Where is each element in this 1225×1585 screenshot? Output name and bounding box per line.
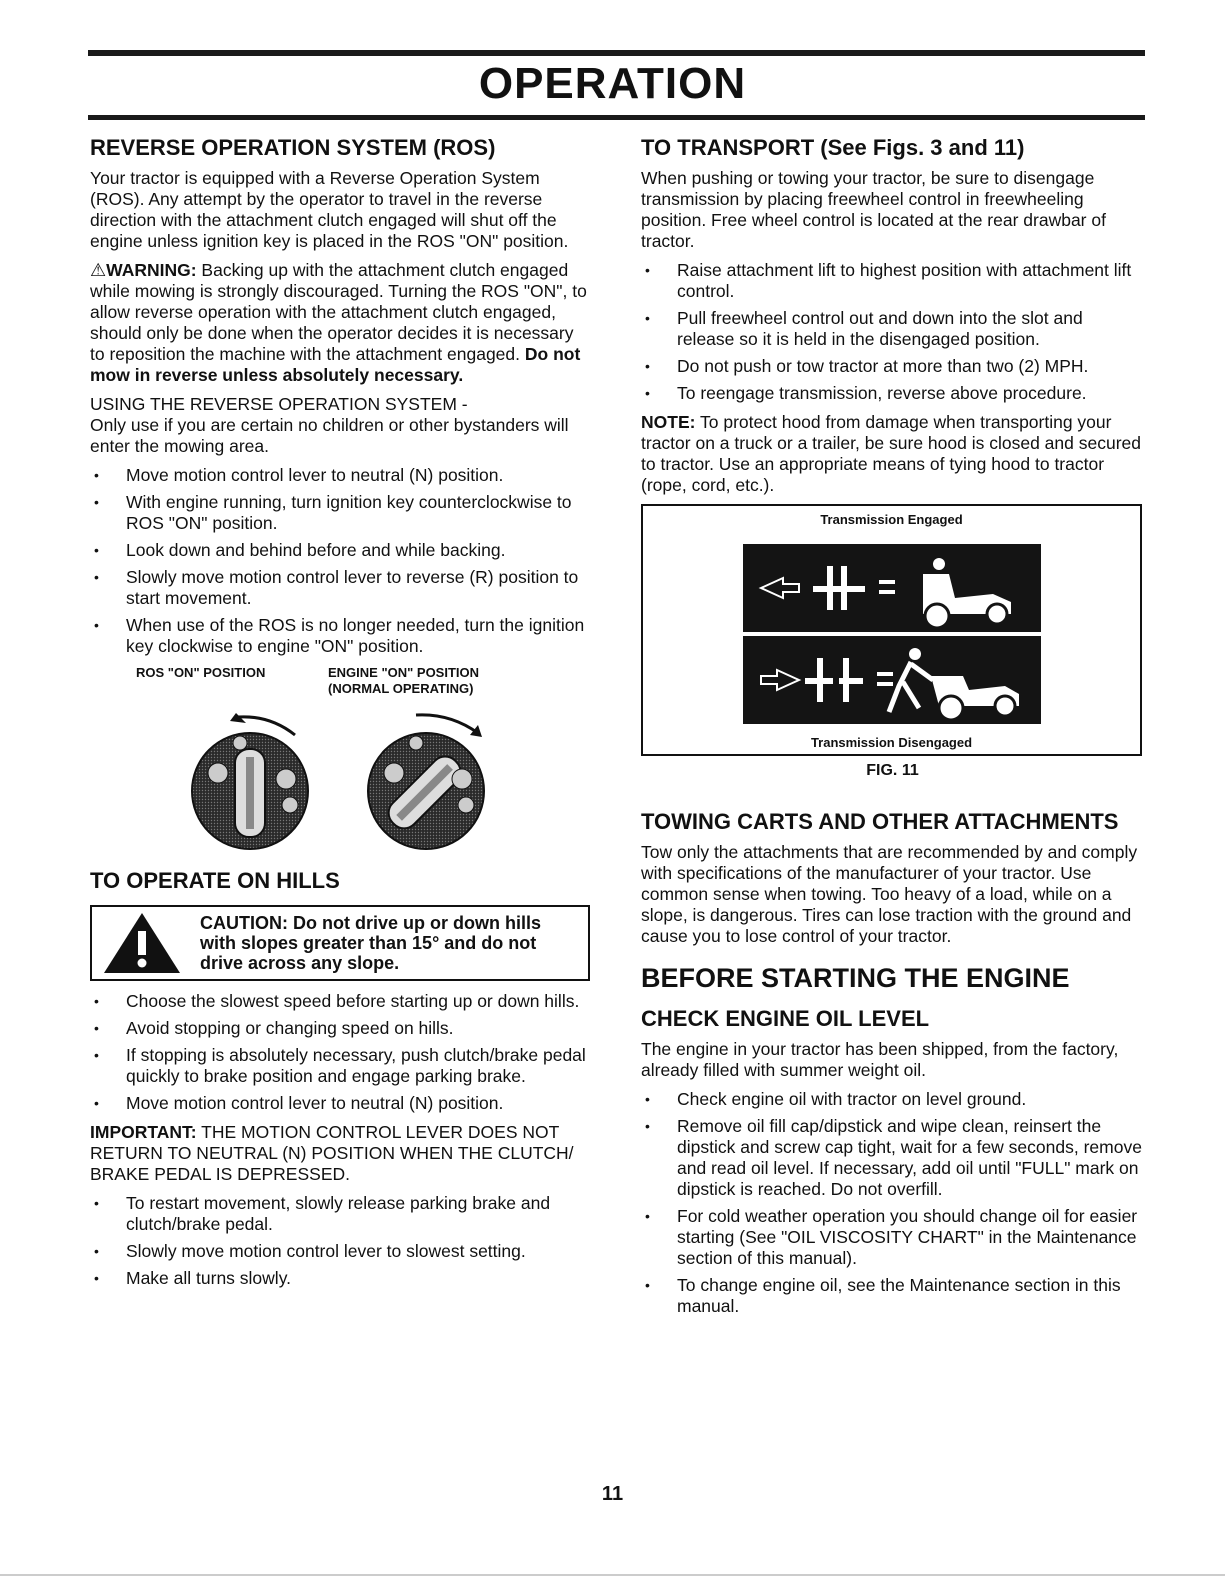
ros-heading: REVERSE OPERATION SYSTEM (ROS) [90, 135, 496, 160]
ignition-dials-figure [90, 705, 590, 865]
right-column [641, 134, 1144, 1325]
fig-11-box [641, 504, 1142, 756]
check-oil-intro: The engine in your tractor has been shipped, from the factory, already filled with summer weight oil. [641, 1039, 1119, 1080]
fig-label-disengaged: Transmission Disengaged [810, 735, 973, 750]
list-item: • Pull freewheel control out and down into the slot and release so it is held in the disengaged position. [641, 308, 1144, 350]
list-item: • Remove oil fill cap/dipstick and wipe clean, reinsert the dipstick and screw cap tight, wait for a few seconds, remove and read oil level. If necessary, add oil until "FULL" mark on dipstick is reached. Do not overfill. [641, 1116, 1144, 1200]
using-ros-intro: Only use if you are certain no children or other bystanders will enter the mowing area. [90, 415, 569, 456]
hills-steps-list [90, 991, 590, 1114]
transmission-engaged-icon [743, 544, 1041, 632]
header-rule-bottom [88, 115, 1145, 120]
hills-steps-list-2 [90, 1193, 590, 1289]
before-starting-heading: BEFORE STARTING THE ENGINE [641, 963, 1070, 993]
bottom-rule [0, 1574, 1225, 1576]
list-item: • Avoid stopping or changing speed on hills. [90, 1018, 590, 1039]
list-item: • Choose the slowest speed before starting up or down hills. [90, 991, 590, 1012]
dial-label-engine-on [328, 665, 479, 697]
caution-text: CAUTION: Do not drive up or down hills with slopes greater than 15° and do not drive across any slope. [200, 913, 541, 973]
list-item: • When use of the ROS is no longer needed, turn the ignition key clockwise to engine "ON" position. [90, 615, 590, 657]
caution-box [90, 905, 590, 981]
ros-warning [90, 260, 590, 386]
page-number: 11 [601, 1483, 624, 1505]
dial-label-engine-on-line1: ENGINE "ON" POSITION [328, 665, 480, 680]
ros-intro: Your tractor is equipped with a Reverse Operation System (ROS). Any attempt by the operator to travel in the reverse direction with the attachment clutch engaged will shut off the engine unless ignition key is placed in the ROS "ON" position. [90, 168, 569, 251]
transmission-engaged-panel [743, 544, 1041, 632]
fig-label-engaged: Transmission Engaged [820, 512, 963, 527]
using-ros-heading: USING THE REVERSE OPERATION SYSTEM - [90, 394, 468, 414]
list-item: • With engine running, turn ignition key counterclockwise to ROS "ON" position. [90, 492, 590, 534]
important-note [90, 1122, 590, 1185]
ros-steps-list [90, 465, 590, 657]
transport-heading: TO TRANSPORT (See Figs. 3 and 11) [641, 135, 1025, 160]
list-item: • Raise attachment lift to highest position with attachment lift control. [641, 260, 1144, 302]
ignition-dials-illustration [90, 705, 590, 865]
note-label: NOTE: [641, 412, 696, 432]
page-title: OPERATION [478, 59, 747, 108]
check-oil-heading: CHECK ENGINE OIL LEVEL [641, 1006, 930, 1031]
dial-label-ros-on: ROS "ON" POSITION [136, 665, 266, 680]
list-item: • Check engine oil with tractor on level ground. [641, 1089, 1144, 1110]
note-text: To protect hood from damage when transporting your tractor on a truck or a trailer, be sure hood is closed and secured to tractor. Use an appropriate means of tying hood to tractor (rope, cord, etc.). [641, 412, 1141, 495]
warning-text: Backing up with the attachment clutch engaged while mowing is strongly discouraged. Turning the ROS "ON", to allow reverse operation with the attachment clutch engaged, should only be done when the operator decides it is necessary to reposition the machine with the attachment engaged. [90, 260, 587, 364]
list-item: • Slowly move motion control lever to reverse (R) position to start movement. [90, 567, 590, 609]
header-rule-top [88, 50, 1145, 56]
list-item: • Slowly move motion control lever to slowest setting. [90, 1241, 590, 1262]
list-item: • To restart movement, slowly release parking brake and clutch/brake pedal. [90, 1193, 590, 1235]
check-oil-steps-list [641, 1089, 1144, 1317]
warning-bold-text: Do not mow in reverse unless absolutely necessary. [90, 344, 581, 385]
warning-triangle-icon: ⚠ [90, 260, 107, 280]
list-item: • To reengage transmission, reverse above procedure. [641, 383, 1144, 404]
hills-heading: TO OPERATE ON HILLS [90, 868, 340, 893]
fig-11-caption: FIG. 11 [866, 762, 919, 779]
list-item: • Do not push or tow tractor at more than two (2) MPH. [641, 356, 1144, 377]
transmission-disengaged-panel [743, 636, 1041, 724]
left-column [90, 134, 590, 1297]
list-item: • Look down and behind before and while backing. [90, 540, 590, 561]
towing-heading: TOWING CARTS AND OTHER ATTACHMENTS [641, 809, 1119, 834]
list-item: • To change engine oil, see the Maintenance section in this manual. [641, 1275, 1144, 1317]
towing-text: Tow only the attachments that are recommended by and comply with specifications of the manufacturer of your tractor. Use common sense when towing. Too heavy of a load, while on a slope, is dangerous. Tires can lose traction with the ground and cause you to lose control of your tractor. [641, 842, 1138, 946]
important-text: THE MOTION CONTROL LEVER DOES NOT RETURN TO NEUTRAL (N) POSITION WHEN THE CLUTCH/ BRAKE PEDAL IS DEPRESSED. [90, 1122, 574, 1184]
engine-on-dial-icon [368, 715, 484, 849]
list-item: • Move motion control lever to neutral (N) position. [90, 465, 590, 486]
dial-label-engine-on-line2: (NORMAL OPERATING) [328, 681, 474, 696]
transport-intro: When pushing or towing your tractor, be sure to disengage transmission by placing freewheel control in freewheeling position. Free wheel control is located at the rear drawbar of tractor. [641, 168, 1106, 251]
important-label: IMPORTANT: [90, 1122, 197, 1142]
list-item: • Move motion control lever to neutral (N) position. [90, 1093, 590, 1114]
transport-note [641, 412, 1144, 496]
transmission-disengaged-icon [743, 636, 1041, 724]
ros-on-dial-icon [192, 713, 308, 849]
list-item: • For cold weather operation you should change oil for easier starting (See "OIL VISCOSITY CHART" in the Maintenance section of this manual). [641, 1206, 1144, 1269]
list-item: • Make all turns slowly. [90, 1268, 590, 1289]
transport-steps-list [641, 260, 1144, 404]
dial-labels [90, 665, 590, 705]
list-item: • If stopping is absolutely necessary, push clutch/brake pedal quickly to brake position and engage parking brake. [90, 1045, 590, 1087]
caution-triangle-icon [102, 911, 182, 975]
warning-label: WARNING: [106, 260, 197, 280]
